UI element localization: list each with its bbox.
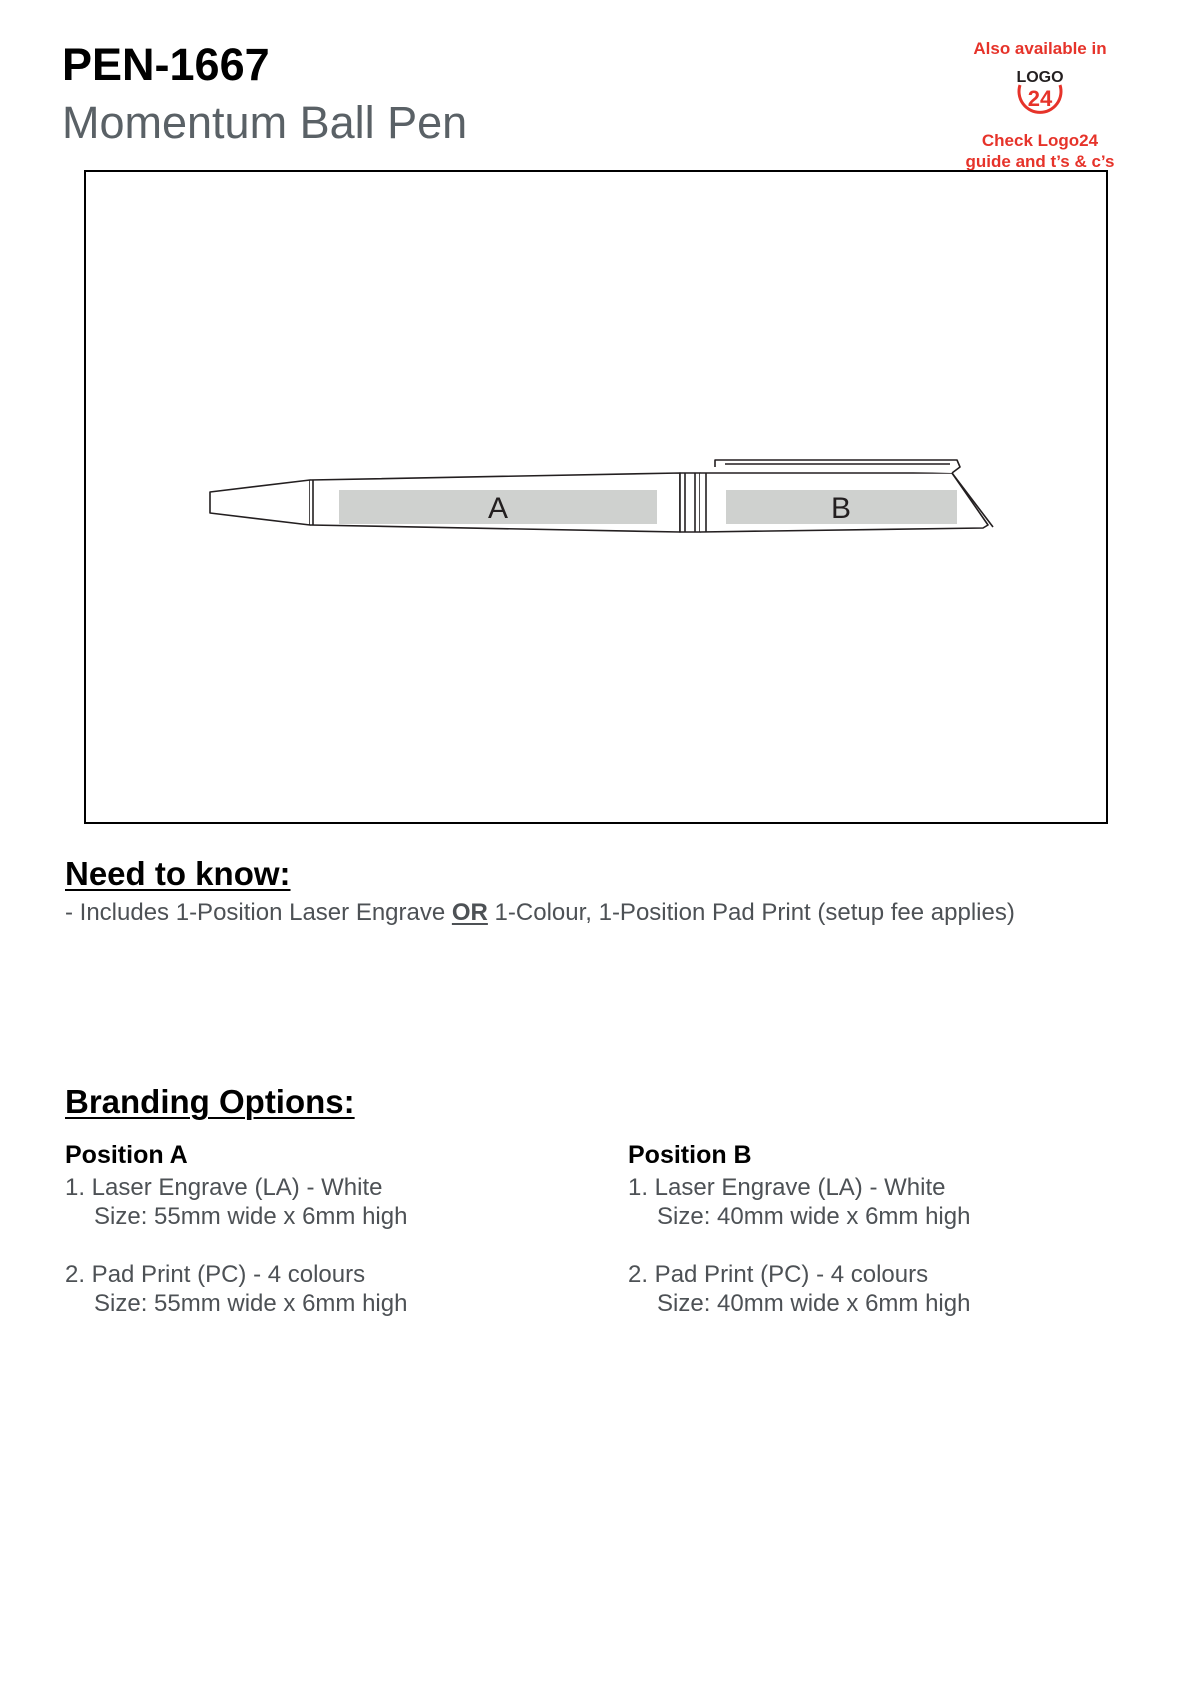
logo24-notice [940, 38, 1140, 172]
logo24-badge-icon [940, 61, 1140, 123]
need-to-know-text [65, 901, 1015, 925]
print-area-b-label: B [830, 492, 852, 525]
option-line: 1. Laser Engrave (LA) - White [628, 1174, 946, 1201]
branding-options-heading: Branding Options: [65, 1083, 355, 1120]
position-b-column [628, 1140, 1108, 1318]
product-name: Momentum Ball Pen [62, 97, 468, 148]
position-b-option-1 [628, 1173, 1108, 1231]
need-to-know-heading: Need to know: [65, 855, 291, 892]
logo24-word: LOGO [1016, 69, 1064, 86]
logo24-number: 24 [1027, 86, 1053, 111]
pen-tip [210, 480, 310, 525]
pen-center-ring [680, 473, 700, 532]
position-b-title: Position B [628, 1141, 752, 1169]
option-size: Size: 55mm wide x 6mm high [94, 1290, 408, 1317]
pen-clip [715, 460, 960, 473]
option-size: Size: 40mm wide x 6mm high [657, 1290, 971, 1317]
position-a-column [65, 1140, 545, 1318]
option-size: Size: 55mm wide x 6mm high [94, 1203, 408, 1230]
need-to-know-or: OR [451, 899, 488, 926]
logo24-top-text: Also available in [973, 39, 1107, 58]
print-area-a-label: A [487, 492, 509, 525]
option-line: 2. Pad Print (PC) - 4 colours [628, 1261, 929, 1288]
position-a-title: Position A [65, 1141, 188, 1169]
position-a-option-1 [65, 1173, 545, 1231]
option-line: 2. Pad Print (PC) - 4 colours [65, 1261, 366, 1288]
need-to-know-text-before: - Includes 1-Position Laser Engrave [65, 899, 452, 926]
logo24-bottom-line2: guide and t’s & c’s [965, 152, 1115, 171]
pen-drawing [205, 455, 1005, 545]
position-a-option-2 [65, 1260, 545, 1318]
product-code: PEN-1667 [62, 39, 270, 90]
option-size: Size: 40mm wide x 6mm high [657, 1203, 971, 1230]
option-line: 1. Laser Engrave (LA) - White [65, 1174, 383, 1201]
need-to-know-text-after: 1-Colour, 1-Position Pad Print (setup fee applies) [487, 899, 1015, 926]
logo24-bottom-line1: Check Logo24 [981, 131, 1099, 150]
position-b-option-2 [628, 1260, 1108, 1318]
